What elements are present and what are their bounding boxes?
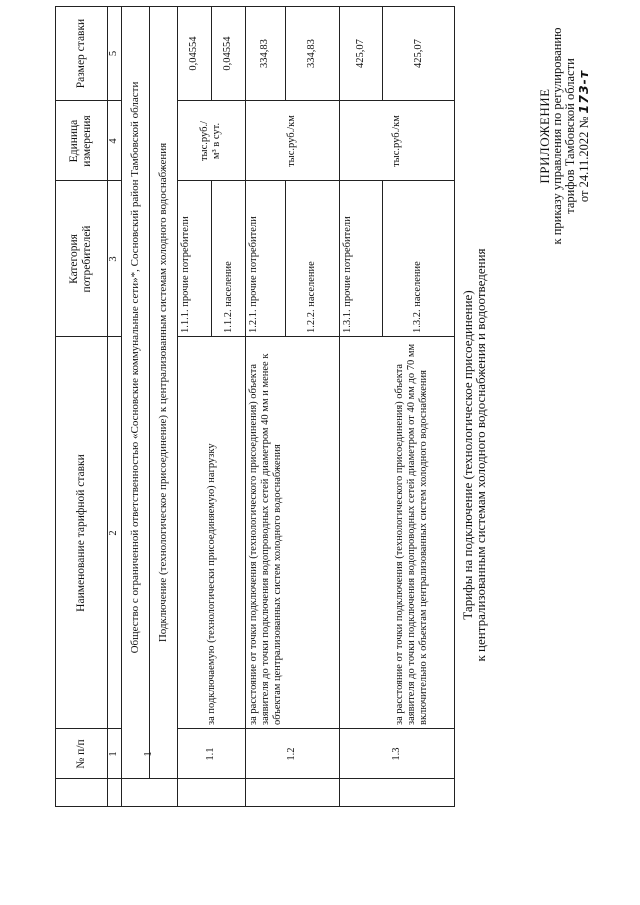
appendix-title: ПРИЛОЖЕНИЕ xyxy=(537,88,552,184)
row-1-1-num: 1.1 xyxy=(205,747,216,761)
header-num: № п/п xyxy=(74,739,87,769)
row-1-1-2-category: 1.1.2. население xyxy=(223,261,234,333)
section-title: Подключение (технологическое присоединение) к централизованным системам холодного водоснабжения xyxy=(157,142,169,643)
col-number-5: 5 xyxy=(108,50,119,57)
appendix-block xyxy=(538,5,591,267)
row-1-3-2-rate: 425,07 xyxy=(412,39,424,68)
appendix-line-2: тарифов Тамбовской области xyxy=(563,58,577,214)
appendix-line-3 xyxy=(577,5,591,267)
row-1-1-unit: тыс.руб./ м³ в сут. xyxy=(199,120,222,162)
row-1-2-name: за расстояние от точки подключения (технологического присоединения) объекта заявителя до точки подключения водопроводных сетей диаметром 40 мм и менее к объектам централизованных систем холодного водоснабжения xyxy=(248,353,283,725)
row-1-1-1-rate: 0,04554 xyxy=(188,36,199,71)
order-number-handwritten: 173-т xyxy=(576,69,591,114)
row-1-1-2-rate: 0,04554 xyxy=(222,36,233,71)
row-1-3-1-rate: 425,07 xyxy=(354,39,366,68)
row-1-2-num: 1.2 xyxy=(286,747,297,761)
order-date: от 24.11.2022 № xyxy=(577,116,591,203)
row-1-2-1-category: 1.2.1. прочие потребители xyxy=(248,216,259,333)
document-title-line-1: Тарифы на подключение (технологическое присоединение) xyxy=(460,290,475,620)
header-name: Наименование тарифной ставки xyxy=(74,454,87,612)
row-1-3-1-category: 1.3.1. прочие потребители xyxy=(342,216,353,333)
row-1-3-num: 1.3 xyxy=(391,747,402,761)
row-1-2-2-rate: 334,83 xyxy=(306,39,317,68)
row-1-3-2-category: 1.3.2. население xyxy=(412,261,423,333)
header-rate: Размер ставки xyxy=(74,18,87,89)
header-unit: Единица измерения xyxy=(68,115,93,167)
tariff-table xyxy=(55,6,455,807)
col-number-4: 4 xyxy=(108,138,119,144)
document-title xyxy=(461,175,487,735)
row-1-3-unit: тыс.руб./км xyxy=(391,115,402,167)
col-number-3: 3 xyxy=(108,256,119,262)
organization-name: Общество с ограниченной ответственностью «Сосновские коммунальные сети»*, Сосновский район Тамбовской области xyxy=(129,81,141,654)
row-1-2-unit: тыс.руб./км xyxy=(286,115,297,167)
row-1-2-1-rate: 334,83 xyxy=(259,39,270,68)
row-1-3-name: за расстояние от точки подключения (технологического присоединения) объекта заявителя до точки подключения водопроводных сетей диаметром от 40 мм до 70 мм включительно к объектам централизованных систем холодного водоснабжения xyxy=(394,343,429,725)
document-title-line-2: к централизованным системам холодного водоснабжения и водоотведения xyxy=(473,248,488,662)
row-1-1-name: за подключаемую (технологически присоединяемую) нагрузку xyxy=(206,443,217,725)
col-number-2: 2 xyxy=(108,530,119,536)
row-1-1-1-category: 1.1.1. прочие потребители xyxy=(180,216,191,333)
row-1-2-2-category: 1.2.2. население xyxy=(306,261,317,333)
appendix-line-1: к приказу управления по регулированию xyxy=(550,27,564,245)
header-category: Категория потребителей xyxy=(68,225,93,293)
organization-num: 1 xyxy=(143,751,154,757)
col-number-1: 1 xyxy=(108,751,119,757)
